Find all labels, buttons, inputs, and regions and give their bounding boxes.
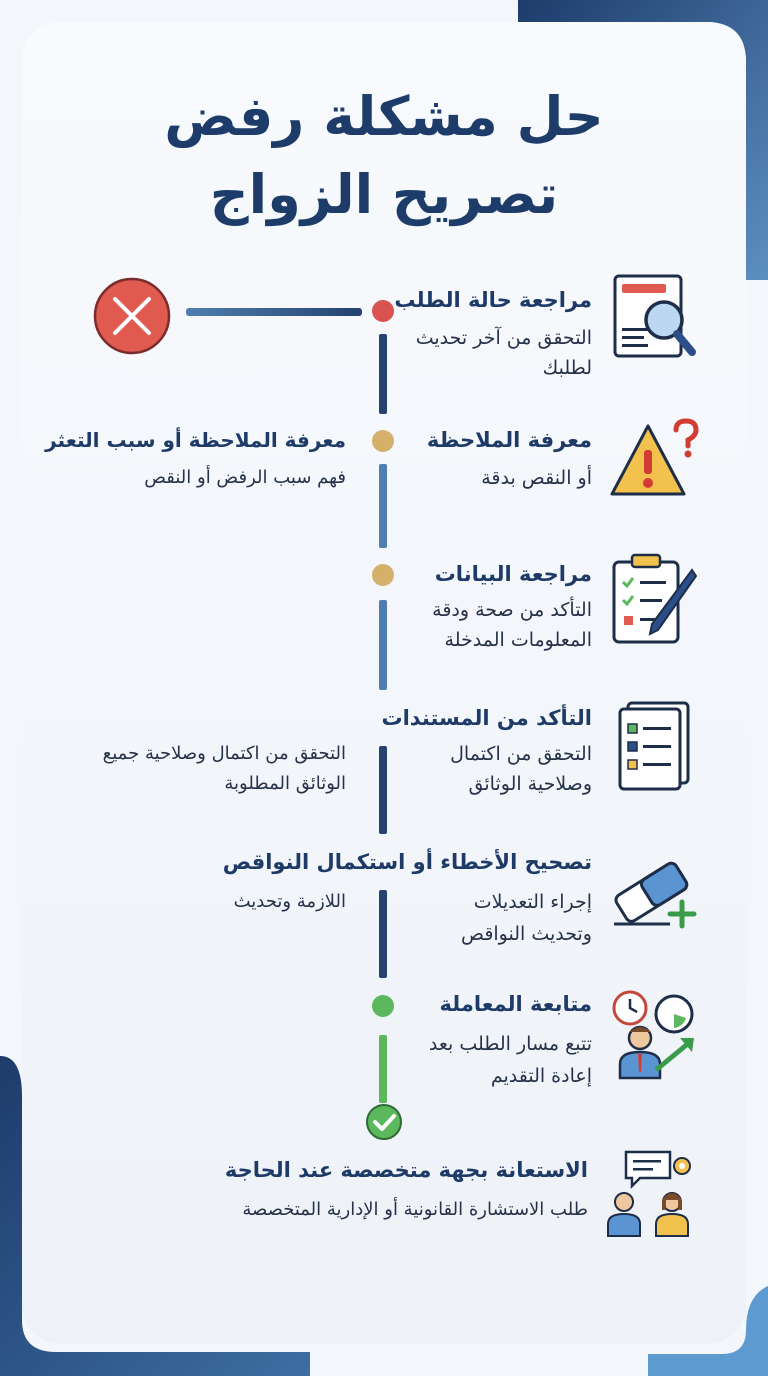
step-3-heading: مراجعة البيانات xyxy=(434,562,592,586)
documents-icon xyxy=(616,700,692,792)
timeline-segment-6 xyxy=(379,1035,387,1103)
step-2-desc-line-1: أو النقص بدقة xyxy=(481,467,592,489)
title-line-1: حل مشكلة رفض xyxy=(164,85,604,148)
step-1-desc-line-1: التحقق من آخر تحديث xyxy=(415,327,592,349)
step-1-desc-line-2: لطلبك xyxy=(542,357,592,379)
timeline-segment-5 xyxy=(379,890,387,978)
title-line-2: تصريح الزواج xyxy=(209,163,559,226)
timeline-dot-6 xyxy=(372,995,394,1017)
timeline-dot-3 xyxy=(372,564,394,586)
timeline-segment-3 xyxy=(379,600,387,690)
eraser-plus-icon xyxy=(610,852,700,932)
step-3-desc-line-1: التأكد من صحة ودقة xyxy=(432,599,592,621)
timeline-segment-4 xyxy=(379,746,387,834)
timeline-dot-2 xyxy=(372,430,394,452)
reject-connector-line xyxy=(186,308,362,316)
timeline-segment-1 xyxy=(379,334,387,414)
step-5-desc-line-2: وتحديث النواقص xyxy=(461,923,592,945)
check-circle-icon xyxy=(364,1102,404,1142)
timeline-dot-1 xyxy=(372,300,394,322)
step-6-desc-line-2: إعادة التقديم xyxy=(490,1065,592,1087)
magnifier-document-icon xyxy=(612,272,698,362)
step-4-heading: التأكد من المستندات xyxy=(381,706,592,730)
step-6-desc-line-1: تتبع مسار الطلب بعد xyxy=(428,1033,592,1055)
step-5-desc-line-1: إجراء التعديلات xyxy=(473,891,592,913)
step-3-desc-line-2: المعلومات المدخلة xyxy=(444,629,592,651)
step-5-heading: تصحيح الأخطاء أو استكمال النواقص xyxy=(222,850,592,874)
step-4-desc-line-1: التحقق من اكتمال xyxy=(450,743,592,765)
step-7-heading: الاستعانة بجهة متخصصة عند الحاجة xyxy=(224,1158,588,1182)
step-6-heading: متابعة المعاملة xyxy=(439,992,592,1016)
consultants-icon xyxy=(604,1148,698,1238)
step-4-side-desc-line-1: التحقق من اكتمال وصلاحية جميع xyxy=(102,743,346,764)
reject-x-icon xyxy=(92,276,172,356)
step-1-heading: مراجعة حالة الطلب xyxy=(394,288,592,312)
step-2-heading: معرفة الملاحظة xyxy=(426,428,592,452)
step-2-side-desc: فهم سبب الرفض أو النقص xyxy=(144,467,346,488)
step-5-side-desc: اللازمة وتحديث xyxy=(233,891,346,912)
clipboard-checklist-icon xyxy=(610,552,700,646)
step-2-side-heading: معرفة الملاحظة أو سبب التعثر xyxy=(45,428,346,452)
step-4-desc-line-2: وصلاحية الوثائق xyxy=(468,773,592,795)
person-clock-growth-icon xyxy=(608,988,700,1080)
warning-question-icon xyxy=(608,418,700,500)
page-title xyxy=(0,78,768,234)
timeline-segment-2 xyxy=(379,464,387,548)
step-4-side-desc-line-2: الوثائق المطلوبة xyxy=(224,773,346,794)
step-7-desc-line-1: طلب الاستشارة القانونية أو الإدارية المتخصصة xyxy=(242,1199,588,1220)
